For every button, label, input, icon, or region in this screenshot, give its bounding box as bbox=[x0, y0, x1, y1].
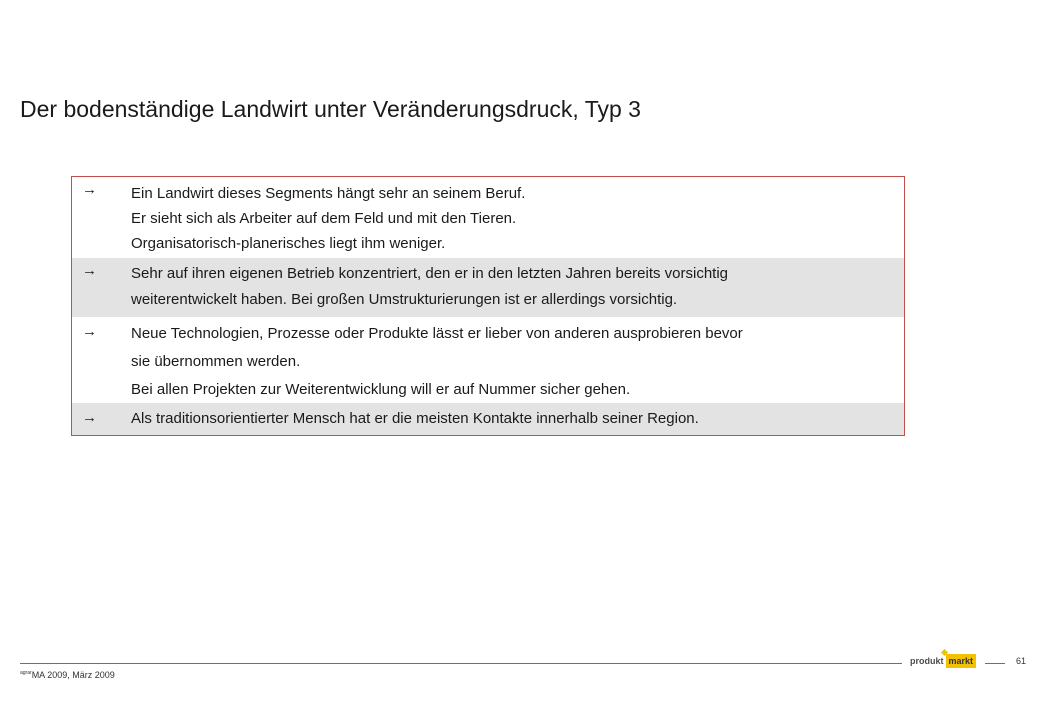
source-note bbox=[20, 670, 115, 680]
produktmarkt-logo bbox=[910, 651, 976, 671]
footer-divider-right bbox=[985, 663, 1005, 664]
arrow-right-icon: → bbox=[82, 323, 97, 340]
slide-title: Der bodenständige Landwirt unter Veränderungsdruck, Typ 3 bbox=[20, 96, 641, 122]
statement-line: weiterentwickelt haben. Bei großen Umstrukturierungen ist er allerdings vorsichtig. bbox=[131, 291, 678, 308]
statement-text bbox=[131, 177, 525, 256]
statement-line: Sehr auf ihren eigenen Betrieb konzentriert, den er in den letzten Jahren bereits vorsichtig bbox=[131, 265, 729, 282]
statement-row bbox=[72, 403, 904, 435]
statement-line: Bei allen Projekten zur Weiterentwicklung will er auf Nummer sicher gehen. bbox=[131, 381, 631, 398]
statement-box bbox=[71, 176, 905, 436]
statement-line: Als traditionsorientierter Mensch hat er die meisten Kontakte innerhalb seiner Region. bbox=[131, 410, 699, 427]
arrow-right-icon: → bbox=[82, 181, 97, 198]
statement-line: Er sieht sich als Arbeiter auf dem Feld und mit den Tieren. bbox=[131, 210, 517, 227]
statement-line: Ein Landwirt dieses Segments hängt sehr an seinem Beruf. bbox=[131, 185, 526, 202]
source-text: MA 2009, März 2009 bbox=[31, 670, 115, 680]
statement-row bbox=[72, 177, 904, 258]
arrow-right-icon: → bbox=[82, 409, 97, 426]
source-prefix: agrar bbox=[20, 670, 32, 676]
footer-divider bbox=[20, 663, 902, 664]
logo-text-produkt: produkt bbox=[910, 656, 944, 666]
statement-text bbox=[131, 403, 699, 429]
statement-text bbox=[131, 317, 743, 404]
statement-line: Organisatorisch-planerisches liegt ihm weniger. bbox=[131, 235, 446, 252]
statement-row bbox=[72, 258, 904, 317]
statement-row bbox=[72, 317, 904, 403]
page-number: 61 bbox=[1016, 656, 1027, 666]
logo-text-markt: markt bbox=[946, 654, 977, 668]
statement-line: Neue Technologien, Prozesse oder Produkte lässt er lieber von anderen ausprobieren bevor bbox=[131, 325, 743, 342]
statement-text bbox=[131, 258, 728, 313]
statement-line: sie übernommen werden. bbox=[131, 353, 301, 370]
arrow-right-icon: → bbox=[82, 262, 97, 279]
